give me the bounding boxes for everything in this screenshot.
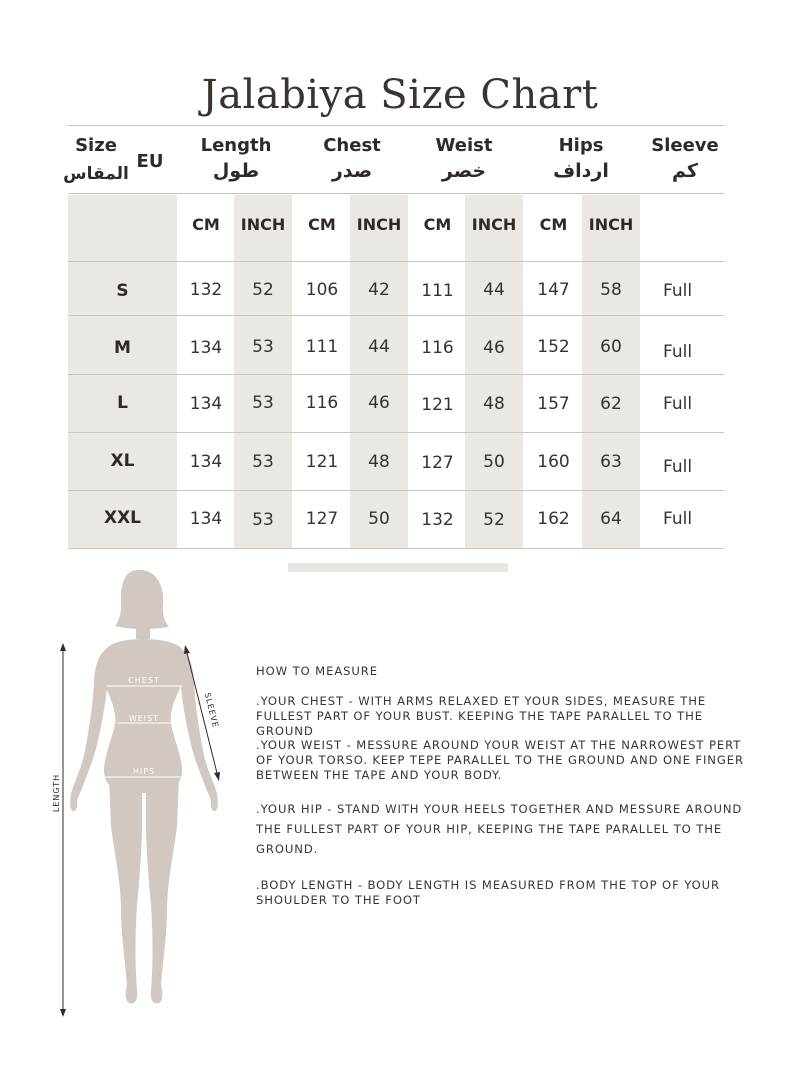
row-rule: [68, 374, 724, 375]
row-rule: [68, 432, 724, 433]
instruction-chest: .YOUR CHEST - WITH ARMS RELAXED ET YOUR SIDES, MEASURE THE FULLEST PART OF YOUR BUST. KEEPING THE TAPE PARALLEL TO THE GROUND: [256, 694, 707, 738]
sleeve-label: SLEEVE: [202, 691, 221, 730]
row-rule: [68, 261, 724, 262]
chest-cm-value: 116: [305, 393, 339, 413]
chest-label: CHEST: [128, 676, 160, 685]
weist-cm-value: 111: [421, 281, 454, 301]
header-length: Length طول: [200, 135, 272, 182]
unit-length-inch: INCH: [240, 215, 286, 234]
instruction-weist: .YOUR WEIST - MESSURE AROUND YOUR WEIST AT THE NARROWEST PERT OF YOUR TORSO. KEEP TEPE PARALLEL TO THE GROUND AND ONE FINGER BETWEEN THE TAPE AND YOUR BODY.: [256, 738, 744, 782]
leg-gap: [142, 793, 146, 823]
hips-cm-value: 152: [537, 337, 570, 357]
unit-hips-cm: CM: [539, 215, 568, 234]
sleeve-value: Full: [663, 457, 693, 477]
sleeve-arrow-top-icon: [184, 645, 190, 654]
how-to-measure-heading: HOW TO MEASURE: [256, 664, 378, 678]
chest-cm-value: 106: [305, 280, 339, 300]
body-silhouette: [70, 570, 221, 1004]
weist-inch-value: 52: [483, 510, 505, 530]
unit-hips-inch: INCH: [588, 215, 634, 234]
chest-inch-value: 42: [368, 280, 390, 300]
size-label: M: [114, 338, 131, 358]
length-inch-shade: [234, 195, 292, 549]
unit-weist-cm: CM: [423, 215, 452, 234]
header-rule: [68, 193, 724, 194]
size-label: L: [117, 393, 128, 413]
weist-cm-value: 116: [421, 338, 454, 358]
size-label: S: [116, 281, 129, 301]
decorative-divider: [288, 563, 508, 572]
length-inch-value: 52: [252, 280, 274, 300]
chest-inch-value: 46: [368, 393, 390, 413]
weist-label: WEIST: [128, 714, 160, 723]
hips-inch-value: 60: [600, 337, 622, 357]
row-rule: [68, 548, 724, 549]
chest-inch-shade: [350, 195, 408, 549]
weist-inch-value: 50: [483, 452, 505, 472]
hips-inch-value: 58: [600, 280, 622, 300]
header-hips: Hips ارداف: [553, 135, 609, 182]
weist-cm-value: 121: [421, 395, 454, 415]
weist-cm-value: 132: [421, 510, 454, 530]
weist-cm-value: 127: [421, 453, 454, 473]
length-cm-value: 134: [189, 338, 223, 358]
chest-inch-value: 48: [368, 452, 390, 472]
weist-inch-shade: [465, 195, 523, 549]
length-cm-value: 134: [189, 509, 223, 529]
size-column-shade: [68, 195, 177, 549]
length-label: LENGTH: [52, 773, 61, 813]
row-rule: [68, 490, 724, 491]
length-inch-value: 53: [252, 393, 274, 413]
hips-cm-value: 157: [537, 394, 570, 414]
hips-inch-shade: [582, 195, 640, 549]
hips-inch-value: 64: [600, 509, 622, 529]
hips-cm-value: 160: [537, 452, 570, 472]
instruction-length: .BODY LENGTH - BODY LENGTH IS MEASURED FROM THE TOP OF YOUR SHOULDER TO THE FOOT: [256, 878, 720, 907]
length-cm-value: 132: [189, 280, 223, 300]
chest-cm-value: 127: [305, 509, 339, 529]
header-weist: Weist خصر: [435, 135, 493, 182]
hips-inch-value: 62: [600, 394, 622, 414]
length-arrow-bottom-icon: [60, 1009, 66, 1017]
length-cm-value: 134: [189, 452, 223, 472]
unit-length-cm: CM: [192, 215, 220, 234]
weist-inch-value: 48: [483, 394, 505, 414]
header-chest: Chest صدر: [323, 135, 381, 182]
size-label: XL: [110, 451, 135, 471]
weist-inch-value: 44: [483, 280, 505, 300]
length-inch-value: 53: [252, 337, 274, 357]
sleeve-value: Full: [663, 509, 693, 529]
header-eu: EU: [136, 151, 164, 172]
header-size: Size المقاس: [63, 135, 129, 184]
size-label: XXL: [103, 508, 142, 528]
header-sleeve: Sleeve كم: [651, 135, 719, 182]
hips-cm-value: 162: [537, 509, 570, 529]
sleeve-arrow-bottom-icon: [214, 772, 220, 781]
length-cm-value: 134: [189, 394, 223, 414]
length-inch-value: 53: [252, 452, 274, 472]
unit-chest-inch: INCH: [356, 215, 402, 234]
page-title: Jalabiya Size Chart: [201, 72, 599, 118]
hips-inch-value: 63: [600, 452, 622, 472]
title-rule: [68, 125, 724, 126]
hips-cm-value: 147: [537, 280, 570, 300]
unit-weist-inch: INCH: [471, 215, 517, 234]
chest-inch-value: 50: [368, 509, 390, 529]
chest-cm-value: 121: [305, 452, 339, 472]
weist-inch-value: 46: [483, 338, 505, 358]
unit-chest-cm: CM: [308, 215, 336, 234]
row-rule: [68, 315, 724, 316]
sleeve-value: Full: [663, 394, 693, 414]
chest-inch-value: 44: [368, 337, 390, 357]
length-arrow-top-icon: [60, 643, 66, 651]
length-inch-value: 53: [252, 510, 274, 530]
hips-label: HIPS: [132, 767, 156, 776]
body-figure: [45, 565, 245, 1025]
chest-cm-value: 111: [305, 337, 339, 357]
sleeve-value: Full: [663, 342, 693, 362]
instruction-hip: .YOUR HIP - STAND WITH YOUR HEELS TOGETHER AND MESSURE AROUND THE FULLEST PART OF YOUR HIP, KEEPING THE TAPE PARALLEL TO THE GROUND.: [256, 802, 743, 856]
sleeve-value: Full: [663, 281, 693, 301]
